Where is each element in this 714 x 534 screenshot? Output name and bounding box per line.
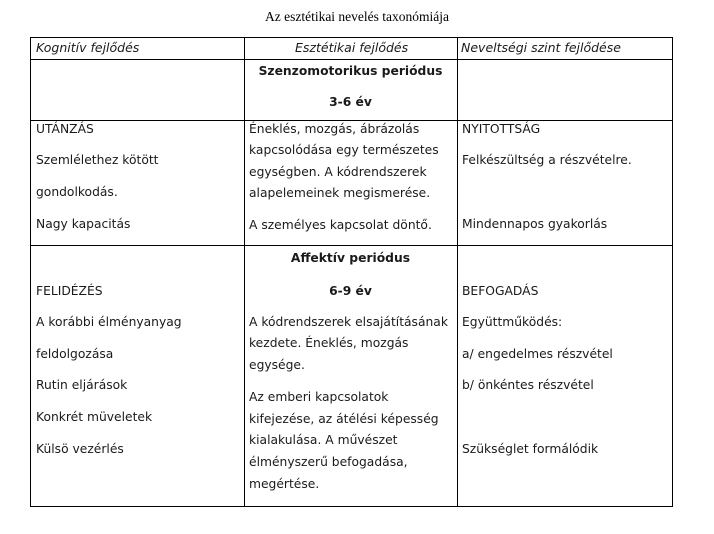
row2-upbringing-line: Együttműködés: [462, 315, 563, 329]
row1-upbringing-line: Felkészültség a részvételre. [462, 153, 632, 167]
row1-divider [31, 245, 672, 246]
header-cognitive: Kognitív fejlődés [36, 40, 140, 55]
row2-cognitive-line: Rutin eljárások [36, 378, 128, 392]
row2-upbringing-line: a/ engedelmes részvétel [462, 347, 613, 361]
row2-cognitive-line: Külsö vezérlés [36, 442, 124, 456]
header-aesthetic: Esztétikai fejlődés [295, 40, 409, 55]
row2-aesthetic-line: kialakulása. A művészet [249, 433, 398, 447]
row1-aesthetic-line: A személyes kapcsolat döntő. [249, 218, 432, 232]
period2-age: 6-9 év [329, 284, 372, 298]
row2-aesthetic-line: kifejezése, az átélési képesség [249, 412, 439, 426]
row2-aesthetic-line: élményszerű befogadása, [249, 455, 408, 469]
row1-cognitive-line: gondolkodás. [36, 185, 118, 199]
row2-aesthetic-line: kezdete. Éneklés, mozgás [249, 336, 409, 350]
row2-upbringing-line: Szükséglet formálódik [462, 442, 599, 456]
row2-aesthetic-line: megértése. [249, 477, 320, 491]
period2-name: Affektív periódus [290, 251, 411, 265]
header-upbringing: Neveltségi szint fejlődése [461, 40, 621, 55]
column-divider-2 [457, 38, 458, 506]
period1-age: 3-6 év [329, 95, 372, 109]
row2-upbringing-line: b/ önkéntes részvétel [462, 378, 594, 392]
row2-upbringing-heading: BEFOGADÁS [462, 284, 539, 298]
period1-name: Szenzomotorikus periódus [258, 64, 443, 78]
row2-aesthetic-line: Az emberi kapcsolatok [249, 390, 389, 404]
row2-cognitive-heading: FELIDÉZÉS [36, 284, 103, 298]
row2-aesthetic-line: egysége. [249, 358, 305, 372]
row1-cognitive-line: Szemlélethez kötött [36, 153, 159, 167]
row2-cognitive-line: Konkrét müveletek [36, 410, 153, 424]
row1-aesthetic-line: egységben. A kódrendszerek [249, 165, 427, 179]
row1-aesthetic-line: Éneklés, mozgás, ábrázolás [249, 122, 420, 136]
row1-cognitive-line: Nagy kapacitás [36, 217, 131, 231]
row2-aesthetic-line: A kódrendszerek elsajátításának [249, 315, 448, 329]
row2-cognitive-line: feldolgozása [36, 347, 114, 361]
row1-aesthetic-line: alapelemeinek megismerése. [249, 186, 431, 200]
row1-aesthetic-line: kapcsolódása egy természetes [249, 143, 439, 157]
header-row-divider [31, 59, 672, 60]
row1-upbringing-heading: NYITOTTSÁG [462, 122, 541, 136]
row1-cognitive-heading: UTÁNZÁS [36, 122, 94, 136]
row2-cognitive-line: A korábbi élményanyag [36, 315, 182, 329]
document-title: Az esztétikai nevelés taxonómiája [264, 9, 450, 24]
row1-upbringing-line: Mindennapos gyakorlás [462, 217, 608, 231]
